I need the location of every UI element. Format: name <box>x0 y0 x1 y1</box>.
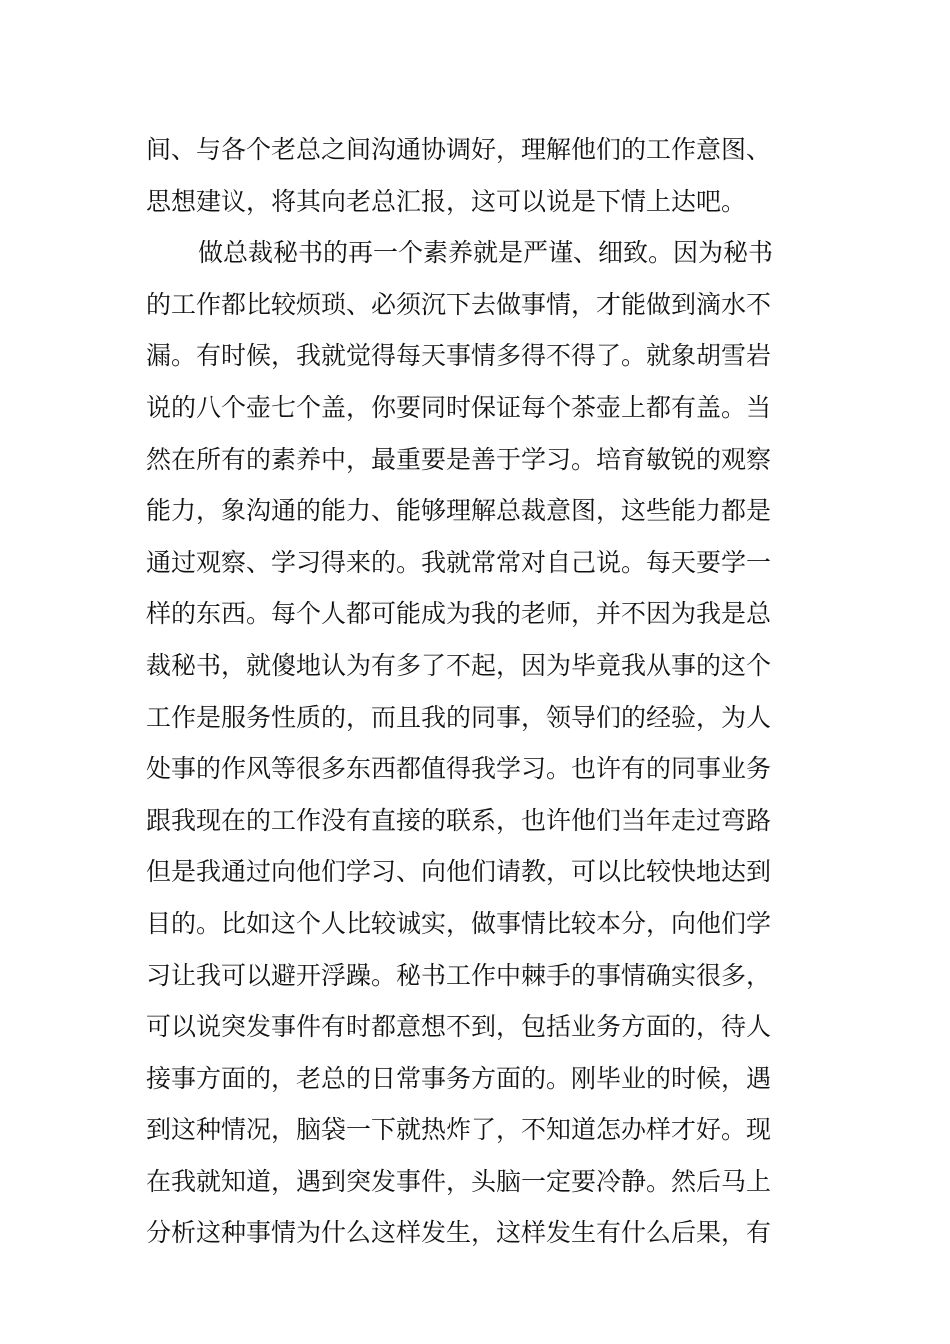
body-text <box>146 124 816 1259</box>
text-line-8: 能力，象沟通的能力、能够理解总裁意图，这些能力都是 <box>146 496 772 526</box>
text-line-9: 通过观察、学习得来的。我就常常对自己说。每天要学一 <box>146 547 772 577</box>
text-line-14: 跟我现在的工作没有直接的联系，也许他们当年走过弯路 <box>146 805 772 835</box>
text-line-13: 处事的作风等很多东西都值得我学习。也许有的同事业务 <box>146 754 772 784</box>
text-line-10: 样的东西。每个人都可能成为我的老师，并不因为我是总 <box>146 599 772 629</box>
text-line-18: 可以说突发事件有时都意想不到，包括业务方面的，待人 <box>146 1012 772 1042</box>
text-line-15: 但是我通过向他们学习、向他们请教，可以比较快地达到 <box>146 857 772 887</box>
text-line-6: 说的八个壶七个盖，你要同时保证每个茶壶上都有盖。当 <box>146 392 772 422</box>
text-line-17: 习让我可以避开浮躁。秘书工作中棘手的事情确实很多， <box>146 960 772 990</box>
text-line-19: 接事方面的，老总的日常事务方面的。刚毕业的时候，遇 <box>146 1063 772 1093</box>
text-line-20: 到这种情况，脑袋一下就热炸了，不知道怎办样才好。现 <box>146 1115 772 1145</box>
paragraph-start-line: 做总裁秘书的再一个素养就是严谨、细致。因为秘书 <box>198 238 774 268</box>
text-line-7: 然在所有的素养中，最重要是善于学习。培育敏锐的观察 <box>146 444 772 474</box>
text-line-16: 目的。比如这个人比较诚实，做事情比较本分，向他们学 <box>146 908 772 938</box>
text-line-12: 工作是服务性质的，而且我的同事，领导们的经验，为人 <box>146 702 772 732</box>
text-line-4: 的工作都比较烦琐、必须沉下去做事情，才能做到滴水不 <box>146 289 772 319</box>
text-line-22: 分析这种事情为什么这样发生，这样发生有什么后果，有 <box>146 1218 772 1248</box>
text-line-5: 漏。有时候，我就觉得每天事情多得不得了。就象胡雪岩 <box>146 341 772 371</box>
text-line-1: 间、与各个老总之间沟通协调好，理解他们的工作意图、 <box>146 135 772 164</box>
text-line-21: 在我就知道，遇到突发事件，头脑一定要冷静。然后马上 <box>146 1166 772 1196</box>
text-line-2: 思想建议，将其向老总汇报，这可以说是下情上达吧。 <box>146 186 747 216</box>
text-line-11: 裁秘书，就傻地认为有多了不起，因为毕竟我从事的这个 <box>146 650 772 680</box>
